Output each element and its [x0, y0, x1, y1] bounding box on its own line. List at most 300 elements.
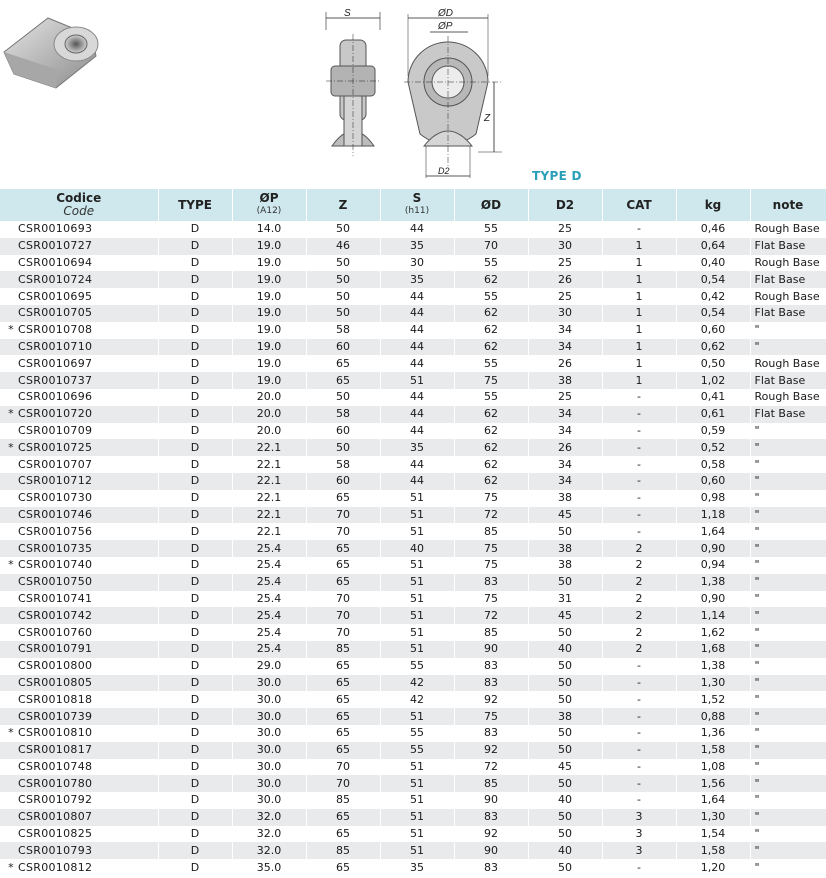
cell-cat: -	[602, 490, 676, 507]
product-table	[0, 189, 826, 876]
col-header-type: TYPE	[158, 189, 232, 221]
cell-s: 44	[380, 221, 454, 238]
cell-code	[0, 507, 158, 524]
col-header-cat: CAT	[602, 189, 676, 221]
product-code: CSR0010735	[18, 541, 93, 555]
cell-d: 83	[454, 725, 528, 742]
dim-label-d: ØD	[438, 8, 453, 19]
table-row	[0, 826, 826, 843]
cell-z: 70	[306, 759, 380, 776]
cell-note: "	[750, 708, 826, 725]
cell-d2: 45	[528, 507, 602, 524]
side-view-drawing	[318, 6, 393, 166]
product-code: CSR0010812	[18, 860, 93, 874]
cell-code	[0, 859, 158, 876]
cell-z: 65	[306, 809, 380, 826]
cell-s: 51	[380, 591, 454, 608]
cell-kg: 0,60	[676, 322, 750, 339]
row-marker: *	[8, 726, 14, 740]
cell-type: D	[158, 557, 232, 574]
cell-type: D	[158, 574, 232, 591]
product-code: CSR0010710	[18, 339, 93, 353]
product-code: CSR0010793	[18, 843, 93, 857]
cell-cat: 2	[602, 591, 676, 608]
table-row	[0, 439, 826, 456]
product-code: CSR0010707	[18, 457, 93, 471]
cell-type: D	[158, 255, 232, 272]
table-row	[0, 406, 826, 423]
header-area	[0, 0, 826, 190]
cell-note: "	[750, 507, 826, 524]
cell-s: 35	[380, 859, 454, 876]
cell-d: 75	[454, 372, 528, 389]
cell-d2: 38	[528, 557, 602, 574]
cell-cat: -	[602, 439, 676, 456]
cell-cat: 1	[602, 339, 676, 356]
front-view-drawing	[398, 6, 508, 186]
dim-label-s: S	[344, 8, 351, 19]
dim-label-z: Z	[484, 113, 491, 124]
cell-kg: 1,02	[676, 372, 750, 389]
cell-p: 32.0	[232, 809, 306, 826]
cell-type: D	[158, 439, 232, 456]
cell-cat: -	[602, 658, 676, 675]
cell-z: 50	[306, 221, 380, 238]
cell-note: "	[750, 624, 826, 641]
product-code: CSR0010818	[18, 692, 93, 706]
cell-d2: 50	[528, 691, 602, 708]
cell-type: D	[158, 423, 232, 440]
table-row	[0, 339, 826, 356]
cell-p: 20.0	[232, 423, 306, 440]
cell-p: 32.0	[232, 826, 306, 843]
cell-s: 44	[380, 456, 454, 473]
cell-kg: 1,38	[676, 658, 750, 675]
cell-kg: 0,62	[676, 339, 750, 356]
cell-type: D	[158, 809, 232, 826]
cell-type: D	[158, 389, 232, 406]
cell-code	[0, 826, 158, 843]
table-row	[0, 355, 826, 372]
cell-d2: 31	[528, 591, 602, 608]
cell-note: "	[750, 725, 826, 742]
cell-z: 58	[306, 406, 380, 423]
cell-note: "	[750, 607, 826, 624]
cell-d2: 30	[528, 238, 602, 255]
cell-d2: 50	[528, 775, 602, 792]
table-row	[0, 255, 826, 272]
cell-s: 51	[380, 792, 454, 809]
cell-s: 40	[380, 540, 454, 557]
cell-p: 25.4	[232, 540, 306, 557]
cell-cat: 1	[602, 238, 676, 255]
cell-d2: 40	[528, 641, 602, 658]
cell-z: 70	[306, 624, 380, 641]
cell-d: 72	[454, 759, 528, 776]
cell-kg: 0,98	[676, 490, 750, 507]
cell-z: 85	[306, 792, 380, 809]
cell-z: 65	[306, 826, 380, 843]
cell-type: D	[158, 456, 232, 473]
cell-kg: 1,14	[676, 607, 750, 624]
cell-note: "	[750, 574, 826, 591]
cell-p: 22.1	[232, 507, 306, 524]
cell-type: D	[158, 540, 232, 557]
cell-s: 44	[380, 339, 454, 356]
cell-p: 22.1	[232, 490, 306, 507]
cell-type: D	[158, 591, 232, 608]
cell-note: "	[750, 423, 826, 440]
cell-s: 55	[380, 725, 454, 742]
product-code: CSR0010712	[18, 474, 93, 488]
cell-code	[0, 221, 158, 238]
product-code: CSR0010756	[18, 524, 93, 538]
cell-d: 55	[454, 288, 528, 305]
product-code: CSR0010708	[18, 323, 93, 337]
cell-note: "	[750, 809, 826, 826]
table-row	[0, 691, 826, 708]
cell-kg: 1,58	[676, 742, 750, 759]
cell-kg: 1,62	[676, 624, 750, 641]
cell-d2: 25	[528, 221, 602, 238]
cell-note: Rough Base	[750, 288, 826, 305]
cell-code	[0, 423, 158, 440]
row-marker: *	[8, 440, 14, 454]
product-code: CSR0010748	[18, 759, 93, 773]
cell-note: Flat Base	[750, 372, 826, 389]
cell-code	[0, 574, 158, 591]
cell-d2: 25	[528, 389, 602, 406]
cell-z: 50	[306, 255, 380, 272]
cell-cat: -	[602, 456, 676, 473]
cell-note: "	[750, 826, 826, 843]
table-row	[0, 624, 826, 641]
table-row	[0, 456, 826, 473]
cell-z: 70	[306, 523, 380, 540]
cell-d2: 40	[528, 792, 602, 809]
cell-z: 60	[306, 339, 380, 356]
cell-cat: 2	[602, 641, 676, 658]
cell-note: Rough Base	[750, 389, 826, 406]
cell-note: "	[750, 641, 826, 658]
cell-cat: -	[602, 792, 676, 809]
cell-p: 22.1	[232, 439, 306, 456]
cell-cat: -	[602, 423, 676, 440]
cell-z: 58	[306, 456, 380, 473]
product-code: CSR0010805	[18, 675, 93, 689]
cell-p: 29.0	[232, 658, 306, 675]
cell-s: 44	[380, 355, 454, 372]
cell-kg: 1,64	[676, 523, 750, 540]
cell-cat: 2	[602, 540, 676, 557]
cell-cat: -	[602, 406, 676, 423]
product-code: CSR0010724	[18, 272, 93, 286]
cell-d: 72	[454, 607, 528, 624]
cell-d2: 34	[528, 406, 602, 423]
cell-d: 92	[454, 691, 528, 708]
cell-note: "	[750, 456, 826, 473]
cell-note: "	[750, 792, 826, 809]
product-code: CSR0010696	[18, 390, 93, 404]
cell-s: 51	[380, 708, 454, 725]
table-row	[0, 490, 826, 507]
cell-s: 51	[380, 624, 454, 641]
table-row	[0, 574, 826, 591]
cell-cat: 1	[602, 372, 676, 389]
product-code: CSR0010742	[18, 608, 93, 622]
table-row	[0, 775, 826, 792]
cell-cat: 1	[602, 288, 676, 305]
cell-d2: 50	[528, 574, 602, 591]
cell-cat: 1	[602, 255, 676, 272]
cell-cat: -	[602, 221, 676, 238]
product-code: CSR0010697	[18, 356, 93, 370]
cell-kg: 0,61	[676, 406, 750, 423]
cell-d2: 38	[528, 372, 602, 389]
cell-d2: 25	[528, 288, 602, 305]
cell-z: 65	[306, 557, 380, 574]
cell-z: 65	[306, 859, 380, 876]
cell-s: 44	[380, 423, 454, 440]
table-row	[0, 675, 826, 692]
cell-kg: 0,50	[676, 355, 750, 372]
cell-s: 55	[380, 658, 454, 675]
cell-code	[0, 658, 158, 675]
cell-cat: -	[602, 759, 676, 776]
product-code: CSR0010807	[18, 810, 93, 824]
cell-cat: 2	[602, 574, 676, 591]
cell-z: 65	[306, 540, 380, 557]
cell-s: 30	[380, 255, 454, 272]
cell-d2: 34	[528, 339, 602, 356]
table-row	[0, 507, 826, 524]
cell-note: "	[750, 473, 826, 490]
cell-type: D	[158, 607, 232, 624]
cell-kg: 0,90	[676, 540, 750, 557]
cell-s: 51	[380, 607, 454, 624]
product-code: CSR0010792	[18, 793, 93, 807]
cell-cat: -	[602, 523, 676, 540]
cell-d2: 34	[528, 423, 602, 440]
cell-s: 51	[380, 842, 454, 859]
product-code: CSR0010694	[18, 255, 93, 269]
cell-cat: -	[602, 675, 676, 692]
type-label: TYPE D	[532, 169, 582, 183]
cell-p: 20.0	[232, 389, 306, 406]
cell-d: 83	[454, 859, 528, 876]
cell-z: 65	[306, 742, 380, 759]
cell-note: "	[750, 859, 826, 876]
cell-p: 30.0	[232, 759, 306, 776]
cell-code	[0, 557, 158, 574]
cell-z: 65	[306, 658, 380, 675]
cell-d: 83	[454, 658, 528, 675]
cell-code	[0, 389, 158, 406]
cell-d: 83	[454, 574, 528, 591]
table-row	[0, 759, 826, 776]
cell-kg: 0,90	[676, 591, 750, 608]
cell-type: D	[158, 675, 232, 692]
table-row	[0, 557, 826, 574]
cell-p: 19.0	[232, 255, 306, 272]
table-body	[0, 221, 826, 876]
cell-note: Rough Base	[750, 221, 826, 238]
cell-note: Rough Base	[750, 355, 826, 372]
cell-z: 85	[306, 641, 380, 658]
cell-s: 44	[380, 288, 454, 305]
product-code: CSR0010693	[18, 222, 93, 236]
table-row	[0, 372, 826, 389]
product-code: CSR0010746	[18, 507, 93, 521]
table-row	[0, 540, 826, 557]
cell-s: 44	[380, 305, 454, 322]
cell-z: 60	[306, 473, 380, 490]
table-row	[0, 271, 826, 288]
cell-z: 65	[306, 355, 380, 372]
cell-d2: 45	[528, 759, 602, 776]
cell-d2: 50	[528, 859, 602, 876]
table-row	[0, 238, 826, 255]
cell-kg: 1,18	[676, 507, 750, 524]
cell-code	[0, 238, 158, 255]
cell-d2: 50	[528, 725, 602, 742]
cell-s: 35	[380, 271, 454, 288]
cell-d: 75	[454, 591, 528, 608]
cell-cat: 2	[602, 557, 676, 574]
table-row	[0, 658, 826, 675]
cell-p: 19.0	[232, 271, 306, 288]
cell-z: 70	[306, 507, 380, 524]
cell-type: D	[158, 742, 232, 759]
cell-type: D	[158, 641, 232, 658]
table-row	[0, 725, 826, 742]
cell-note: Rough Base	[750, 255, 826, 272]
col-header-p-sub: (A12)	[256, 206, 282, 216]
cell-d2: 38	[528, 540, 602, 557]
cell-code	[0, 775, 158, 792]
col-header-note: note	[750, 189, 826, 221]
table-row	[0, 423, 826, 440]
cell-s: 35	[380, 238, 454, 255]
cell-d: 55	[454, 221, 528, 238]
cell-kg: 0,46	[676, 221, 750, 238]
cell-p: 25.4	[232, 591, 306, 608]
cell-note: Flat Base	[750, 271, 826, 288]
cell-kg: 1,52	[676, 691, 750, 708]
cell-z: 65	[306, 675, 380, 692]
cell-code	[0, 759, 158, 776]
product-code: CSR0010720	[18, 407, 93, 421]
cell-code	[0, 675, 158, 692]
cell-z: 46	[306, 238, 380, 255]
product-code: CSR0010810	[18, 726, 93, 740]
cell-s: 51	[380, 490, 454, 507]
cell-type: D	[158, 305, 232, 322]
cell-z: 50	[306, 389, 380, 406]
cell-p: 22.1	[232, 523, 306, 540]
cell-note: "	[750, 322, 826, 339]
cell-cat: 1	[602, 271, 676, 288]
cell-s: 51	[380, 809, 454, 826]
cell-d2: 38	[528, 708, 602, 725]
cell-d: 70	[454, 238, 528, 255]
cell-p: 30.0	[232, 792, 306, 809]
table-row	[0, 607, 826, 624]
cell-d2: 26	[528, 439, 602, 456]
cell-d: 62	[454, 271, 528, 288]
cell-code	[0, 271, 158, 288]
cell-s: 42	[380, 691, 454, 708]
cell-d2: 34	[528, 456, 602, 473]
cell-cat: -	[602, 859, 676, 876]
cell-z: 65	[306, 725, 380, 742]
cell-s: 51	[380, 759, 454, 776]
cell-d2: 50	[528, 826, 602, 843]
product-code: CSR0010791	[18, 642, 93, 656]
cell-z: 65	[306, 708, 380, 725]
cell-d: 62	[454, 322, 528, 339]
cell-p: 30.0	[232, 675, 306, 692]
product-code: CSR0010825	[18, 827, 93, 841]
cell-cat: 1	[602, 355, 676, 372]
cell-z: 85	[306, 842, 380, 859]
cell-cat: -	[602, 725, 676, 742]
cell-code	[0, 591, 158, 608]
cell-d: 55	[454, 255, 528, 272]
cell-s: 44	[380, 389, 454, 406]
cell-s: 42	[380, 675, 454, 692]
cell-kg: 0,58	[676, 456, 750, 473]
cell-z: 70	[306, 591, 380, 608]
cell-code	[0, 355, 158, 372]
cell-d2: 50	[528, 675, 602, 692]
cell-s: 44	[380, 406, 454, 423]
cell-d: 62	[454, 305, 528, 322]
cell-code	[0, 456, 158, 473]
cell-d: 75	[454, 540, 528, 557]
dim-label-d2: D2	[438, 166, 450, 176]
cell-p: 14.0	[232, 221, 306, 238]
cell-cat: -	[602, 691, 676, 708]
cell-kg: 1,36	[676, 725, 750, 742]
cell-p: 19.0	[232, 322, 306, 339]
cell-kg: 1,56	[676, 775, 750, 792]
table-row	[0, 305, 826, 322]
cell-type: D	[158, 339, 232, 356]
cell-d: 62	[454, 406, 528, 423]
cell-d2: 50	[528, 523, 602, 540]
cell-cat: -	[602, 507, 676, 524]
cell-code	[0, 842, 158, 859]
cell-code	[0, 439, 158, 456]
cell-code	[0, 406, 158, 423]
col-header-s-sub: (h11)	[404, 206, 430, 216]
table-row	[0, 809, 826, 826]
cell-kg: 1,30	[676, 675, 750, 692]
cell-d: 62	[454, 456, 528, 473]
cell-d: 75	[454, 557, 528, 574]
cell-z: 60	[306, 423, 380, 440]
cell-d2: 38	[528, 490, 602, 507]
cell-note: Flat Base	[750, 305, 826, 322]
table-row	[0, 859, 826, 876]
cell-code	[0, 809, 158, 826]
col-header-d2: D2	[528, 189, 602, 221]
cell-z: 65	[306, 372, 380, 389]
cell-cat: 3	[602, 809, 676, 826]
cell-z: 65	[306, 691, 380, 708]
cell-note: "	[750, 691, 826, 708]
